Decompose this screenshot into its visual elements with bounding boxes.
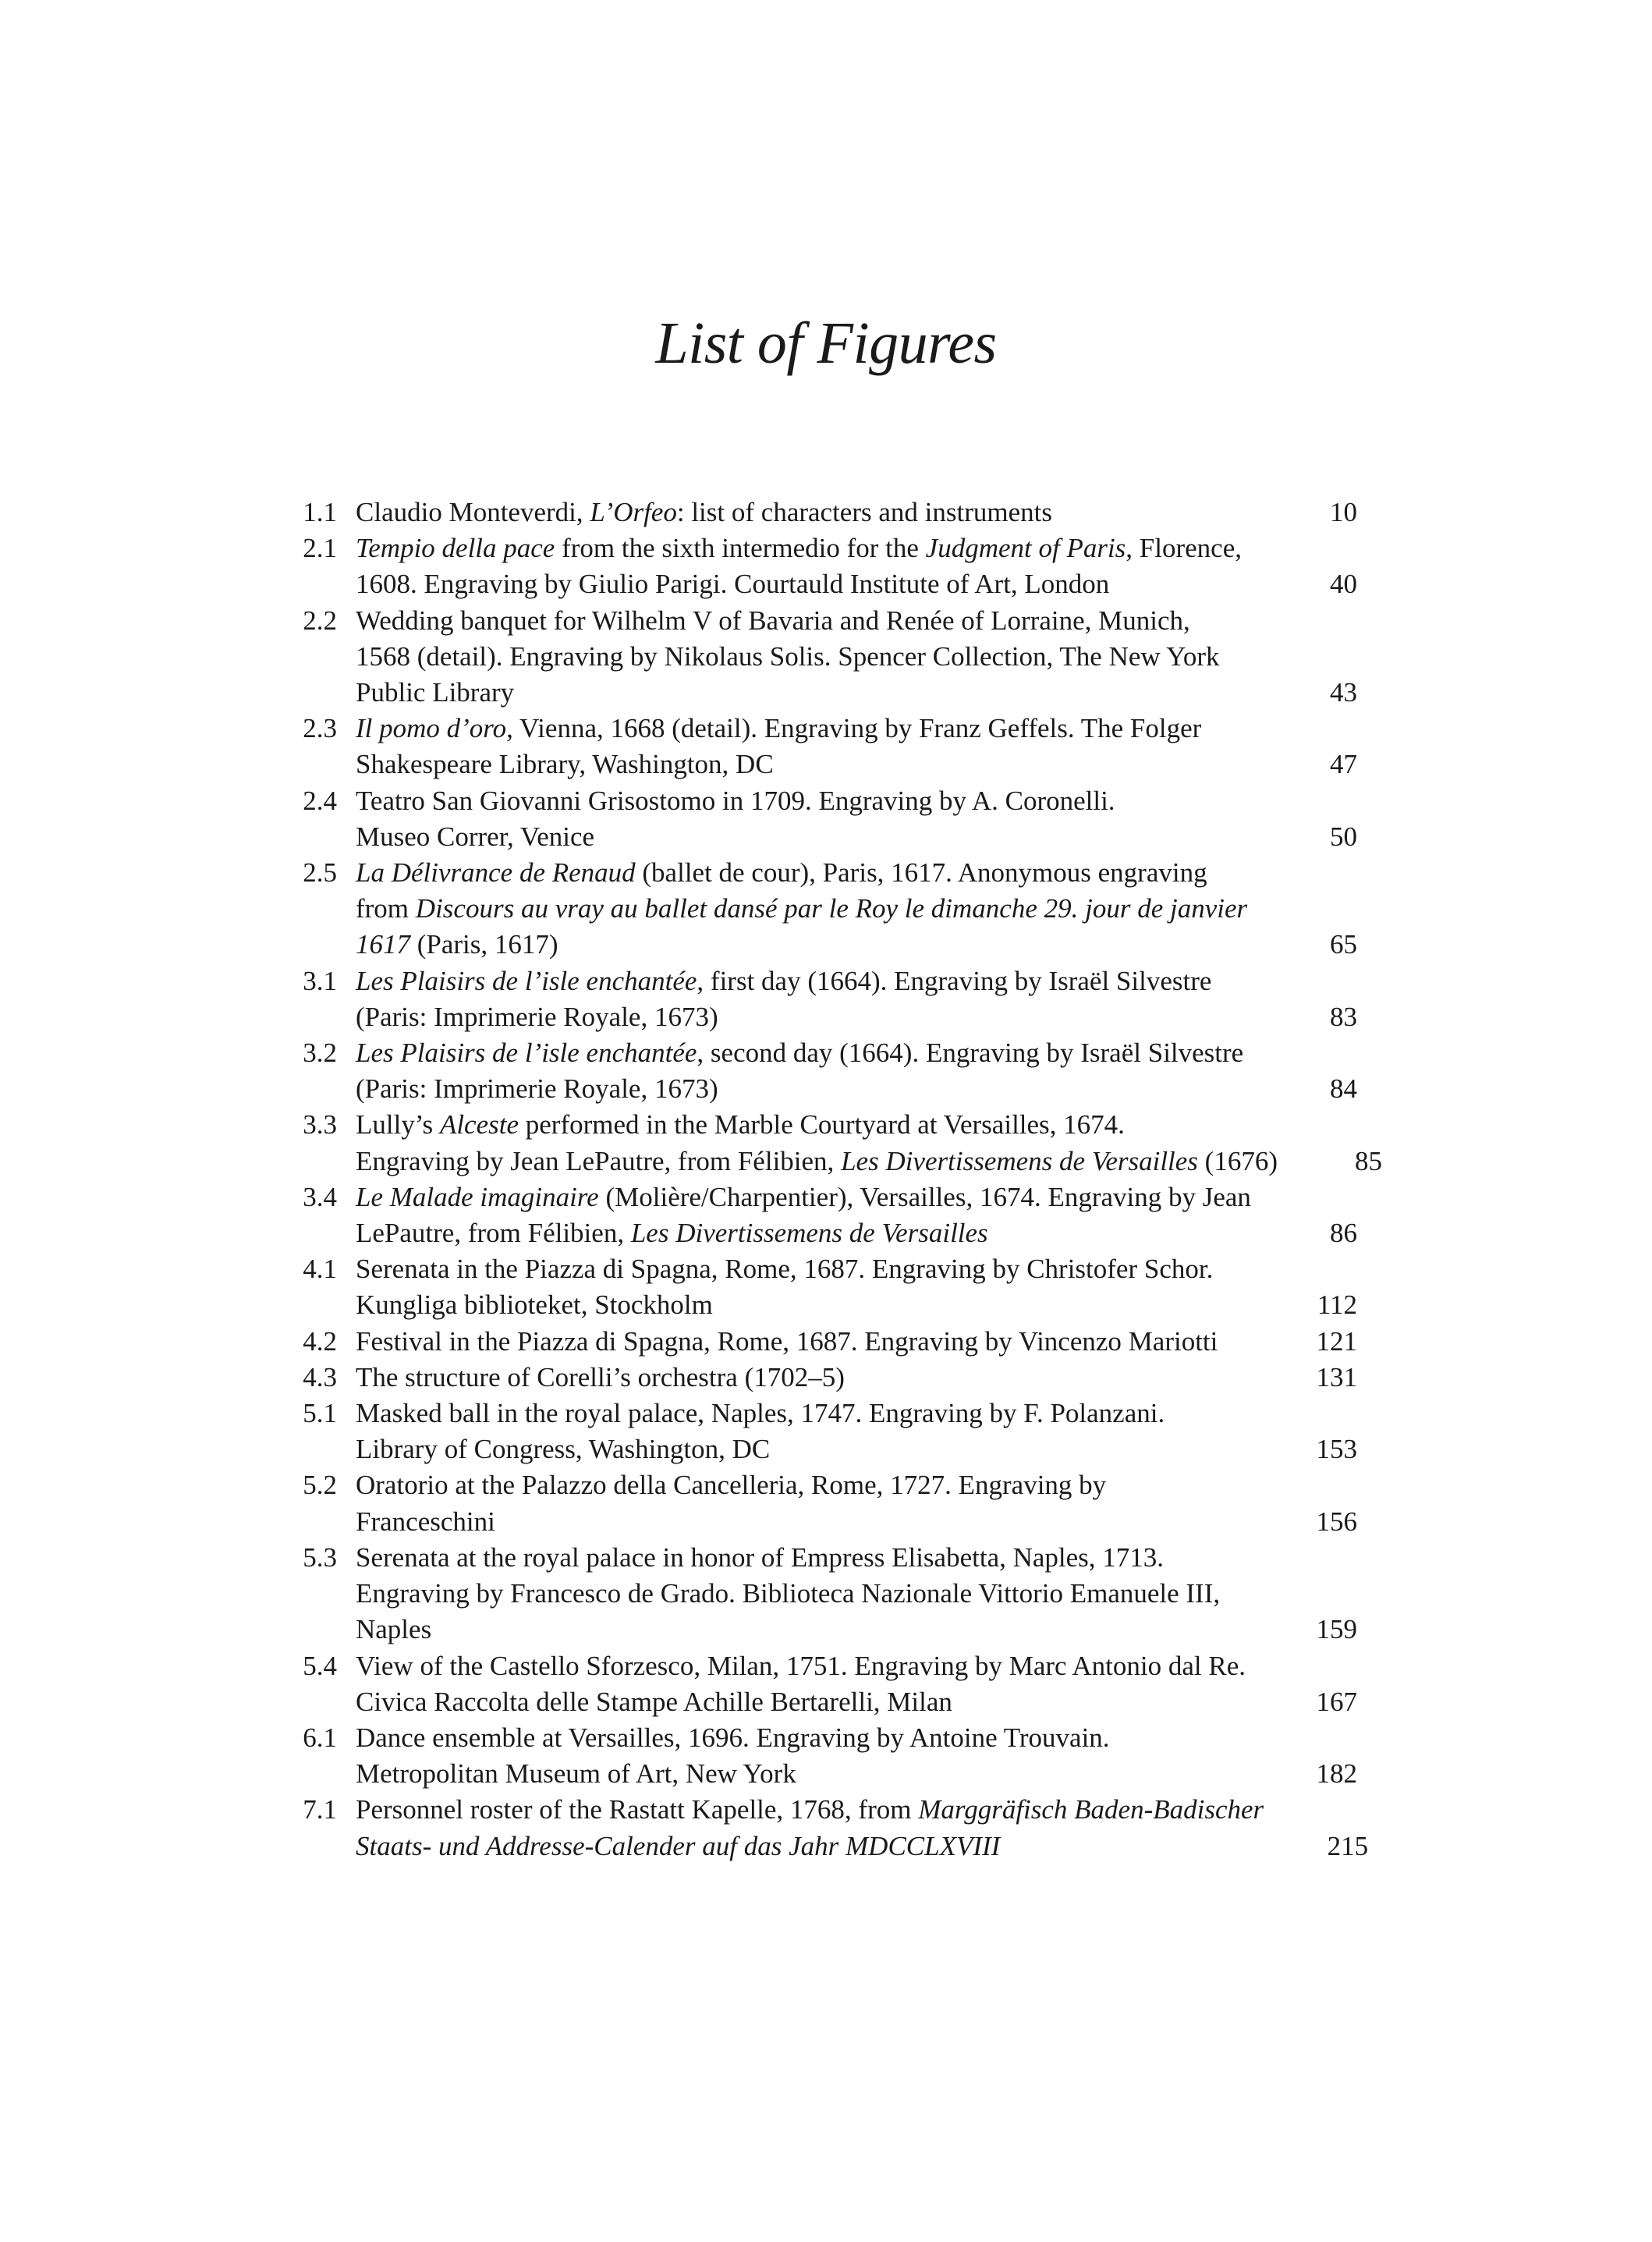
figure-entry xyxy=(281,603,1357,711)
caption-line xyxy=(356,495,1253,530)
caption-line xyxy=(356,1107,1278,1143)
figure-caption xyxy=(356,1107,1278,1179)
caption-text: (Paris: Imprimerie Royale, 1673) xyxy=(356,1073,718,1105)
caption-text: Wedding banquet for Wilhelm V of Bavaria and Renée of Lorraine, Munich, xyxy=(356,605,1190,636)
caption-line xyxy=(356,566,1253,602)
figure-caption xyxy=(356,1540,1253,1648)
figure-number: 1.1 xyxy=(303,497,337,527)
figure-entry xyxy=(281,530,1357,602)
caption-italic-title: Tempio della pace xyxy=(356,533,555,564)
figure-caption xyxy=(356,530,1253,602)
caption-line xyxy=(356,1215,1253,1251)
figure-entry xyxy=(281,1720,1357,1792)
figure-number: 4.2 xyxy=(303,1325,337,1357)
figure-caption xyxy=(356,855,1253,963)
figure-entry xyxy=(281,855,1357,963)
figure-number: 4.3 xyxy=(303,1361,337,1392)
figure-entry xyxy=(281,1648,1357,1720)
caption-line xyxy=(356,783,1253,819)
caption-line xyxy=(356,1467,1253,1503)
page-number: 215 xyxy=(1327,1830,1369,1861)
caption-text: Personnel roster of the Rastatt Kapelle, 1768, from xyxy=(356,1794,919,1825)
page-number: 47 xyxy=(1330,749,1357,780)
caption-italic-title: Il pomo d’oro xyxy=(356,713,507,744)
figure-entry xyxy=(281,1035,1357,1107)
caption-text: The structure of Corelli’s orchestra (1702–5) xyxy=(356,1361,845,1392)
figure-number: 3.2 xyxy=(303,1038,337,1069)
figure-number: 3.3 xyxy=(303,1109,337,1141)
page-number: 84 xyxy=(1330,1073,1357,1105)
figure-caption xyxy=(356,495,1253,530)
caption-text: Civica Raccolta delle Stampe Achille Bertarelli, Milan xyxy=(356,1686,952,1717)
caption-text: , Vienna, 1668 (detail). Engraving by Franz Geffels. The Folger xyxy=(506,713,1202,744)
caption-text: from xyxy=(356,893,416,924)
page-title: List of Figures xyxy=(655,310,997,376)
caption-line xyxy=(356,1756,1253,1792)
caption-line xyxy=(356,1251,1253,1287)
caption-text: Festival in the Piazza di Spagna, Rome, 1687. Engraving by Vincenzo Mariotti xyxy=(356,1325,1218,1357)
page-number: 112 xyxy=(1317,1290,1357,1321)
caption-italic-title: Judgment of Paris xyxy=(925,533,1126,564)
caption-text: Engraving by Jean LePautre, from Félibien, xyxy=(356,1145,842,1176)
figure-number: 2.1 xyxy=(303,533,337,564)
caption-text: Kungliga biblioteket, Stockholm xyxy=(356,1290,713,1321)
figure-entry xyxy=(281,1180,1357,1251)
page-number: 86 xyxy=(1330,1218,1357,1249)
caption-text: (1676) xyxy=(1197,1145,1278,1176)
figure-caption xyxy=(356,1360,1253,1396)
page-number: 153 xyxy=(1316,1434,1357,1465)
caption-line xyxy=(356,1071,1253,1107)
caption-text: from the sixth intermedio for the xyxy=(555,533,926,564)
caption-text: 1608. Engraving by Giulio Parigi. Courtauld Institute of Art, London xyxy=(356,569,1110,600)
caption-text: View of the Castello Sforzesco, Milan, 1751. Engraving by Marc Antonio dal Re. xyxy=(356,1650,1246,1681)
page-number: 50 xyxy=(1330,821,1357,852)
figure-caption xyxy=(356,963,1253,1035)
figure-number: 3.4 xyxy=(303,1181,337,1212)
figure-list xyxy=(281,495,1382,1864)
caption-italic-title: L’Orfeo xyxy=(590,497,677,527)
caption-line xyxy=(356,1035,1253,1071)
figure-caption xyxy=(356,1467,1253,1539)
caption-italic-title: Le Malade imaginaire xyxy=(356,1181,599,1212)
page-number: 83 xyxy=(1330,1001,1357,1032)
caption-line xyxy=(356,675,1253,711)
figure-entry xyxy=(281,963,1357,1035)
page-number: 40 xyxy=(1330,569,1357,600)
caption-italic-title: Marggräfisch Baden-Badischer xyxy=(918,1794,1264,1825)
figure-number: 5.4 xyxy=(303,1650,337,1681)
figure-number: 5.2 xyxy=(303,1470,337,1501)
caption-text: 1568 (detail). Engraving by Nikolaus Solis. Spencer Collection, The New York xyxy=(356,640,1220,672)
caption-text: Library of Congress, Washington, DC xyxy=(356,1434,771,1465)
caption-text: Serenata at the royal palace in honor of Empress Elisabetta, Naples, 1713. xyxy=(356,1541,1165,1573)
caption-text: Oratorio at the Palazzo della Cancelleria, Rome, 1727. Engraving by xyxy=(356,1470,1107,1501)
figure-number: 5.1 xyxy=(303,1398,337,1429)
caption-text: : list of characters and instruments xyxy=(676,497,1052,527)
caption-text: performed in the Marble Courtyard at Versailles, 1674. xyxy=(519,1109,1125,1141)
figure-caption xyxy=(356,1792,1264,1864)
caption-line xyxy=(356,1576,1253,1612)
caption-line xyxy=(356,1540,1253,1576)
caption-text: Shakespeare Library, Washington, DC xyxy=(356,749,774,780)
page-number: 43 xyxy=(1330,677,1357,708)
caption-line xyxy=(356,819,1253,855)
figure-caption xyxy=(356,783,1253,855)
caption-text: , first day (1664). Engraving by Israël Silvestre xyxy=(697,965,1212,996)
caption-italic-title: Les Divertissemens de Versailles xyxy=(841,1145,1198,1176)
caption-line xyxy=(356,999,1253,1035)
figure-entry xyxy=(281,1396,1357,1467)
caption-italic-title: Les Divertissemens de Versailles xyxy=(630,1218,988,1249)
page-number: 121 xyxy=(1316,1325,1357,1357)
figure-caption xyxy=(356,1324,1253,1360)
figure-number: 2.2 xyxy=(303,605,337,636)
caption-line xyxy=(356,1324,1253,1360)
caption-line xyxy=(356,1396,1253,1431)
caption-line xyxy=(356,747,1253,782)
figure-number: 2.4 xyxy=(303,785,337,816)
caption-line xyxy=(356,855,1253,891)
caption-line xyxy=(356,1360,1253,1396)
caption-line xyxy=(356,927,1253,963)
figure-caption xyxy=(356,603,1253,711)
figure-number: 2.5 xyxy=(303,857,337,889)
figure-entry xyxy=(281,1324,1357,1360)
figure-entry xyxy=(281,1107,1382,1179)
caption-line xyxy=(356,530,1253,566)
figure-number: 6.1 xyxy=(303,1722,337,1753)
caption-line xyxy=(356,1829,1264,1864)
figure-caption xyxy=(356,1648,1253,1720)
page-number: 182 xyxy=(1316,1758,1357,1790)
caption-italic-title: Staats- und Addresse-Calender auf das Jahr MDCCLXVIII xyxy=(356,1830,1001,1861)
figure-caption xyxy=(356,1180,1253,1251)
caption-text: (Molière/Charpentier), Versailles, 1674. Engraving by Jean xyxy=(598,1181,1251,1212)
caption-text: Metropolitan Museum of Art, New York xyxy=(356,1758,796,1790)
page-number: 131 xyxy=(1316,1361,1357,1392)
figure-number: 5.3 xyxy=(303,1541,337,1573)
page-number: 65 xyxy=(1330,929,1357,960)
caption-line xyxy=(356,1431,1253,1467)
caption-text: Claudio Monteverdi, xyxy=(356,497,590,527)
caption-line xyxy=(356,891,1253,927)
caption-text: Museo Correr, Venice xyxy=(356,821,595,852)
figure-entry xyxy=(281,711,1357,782)
figure-caption xyxy=(356,1251,1253,1323)
caption-text: LePautre, from Félibien, xyxy=(356,1218,631,1249)
caption-text: Naples xyxy=(356,1614,432,1645)
figure-entry xyxy=(281,783,1357,855)
caption-text: Engraving by Francesco de Grado. Biblioteca Nazionale Vittorio Emanuele III, xyxy=(356,1578,1221,1609)
caption-italic-title: Alceste xyxy=(439,1109,519,1141)
page-number: 85 xyxy=(1354,1145,1382,1176)
caption-text: , second day (1664). Engraving by Israël Silvestre xyxy=(697,1038,1244,1069)
caption-line xyxy=(356,1180,1253,1215)
figure-number: 4.1 xyxy=(303,1254,337,1285)
caption-line xyxy=(356,1612,1253,1648)
caption-italic-title: La Délivrance de Renaud xyxy=(356,857,636,889)
figure-entry xyxy=(281,1792,1369,1864)
caption-italic-title: Les Plaisirs de l’isle enchantée xyxy=(356,965,697,996)
caption-text: Dance ensemble at Versailles, 1696. Engraving by Antoine Trouvain. xyxy=(356,1722,1110,1753)
figure-entry xyxy=(281,1540,1357,1648)
caption-text: , Florence, xyxy=(1126,533,1242,564)
caption-text: Lully’s xyxy=(356,1109,440,1141)
figure-number: 7.1 xyxy=(303,1794,337,1825)
page-number: 156 xyxy=(1316,1506,1357,1537)
caption-text: Franceschini xyxy=(356,1506,495,1537)
caption-italic-title: Discours au vray au ballet dansé par le Roy le dimanche 29. jour de janvier xyxy=(415,893,1248,924)
page-number: 10 xyxy=(1330,497,1357,527)
caption-text: Masked ball in the royal palace, Naples, 1747. Engraving by F. Polanzani. xyxy=(356,1398,1165,1429)
caption-line xyxy=(356,1684,1253,1720)
caption-italic-title: Les Plaisirs de l’isle enchantée xyxy=(356,1038,697,1069)
figure-number: 2.3 xyxy=(303,713,337,744)
caption-line xyxy=(356,1287,1253,1323)
figure-entry xyxy=(281,495,1357,530)
caption-italic-title: 1617 xyxy=(356,929,410,960)
caption-line xyxy=(356,639,1253,675)
caption-text: Public Library xyxy=(356,677,515,708)
caption-text: (Paris, 1617) xyxy=(410,929,558,960)
caption-text: (ballet de cour), Paris, 1617. Anonymous engraving xyxy=(635,857,1207,889)
figure-entry xyxy=(281,1251,1357,1323)
caption-line xyxy=(356,1144,1278,1180)
figure-caption xyxy=(356,1396,1253,1467)
caption-text: (Paris: Imprimerie Royale, 1673) xyxy=(356,1001,718,1032)
caption-text: Serenata in the Piazza di Spagna, Rome, 1687. Engraving by Christofer Schor. xyxy=(356,1254,1214,1285)
figure-entry xyxy=(281,1467,1357,1539)
caption-line xyxy=(356,1720,1253,1756)
caption-line xyxy=(356,1648,1253,1684)
caption-line xyxy=(356,603,1253,639)
page-number: 167 xyxy=(1316,1686,1357,1717)
caption-line xyxy=(356,711,1253,747)
figure-caption xyxy=(356,1035,1253,1107)
figure-caption xyxy=(356,711,1253,782)
page-number: 159 xyxy=(1316,1614,1357,1645)
caption-line xyxy=(356,963,1253,999)
figure-caption xyxy=(356,1720,1253,1792)
caption-line xyxy=(356,1504,1253,1540)
caption-text: Teatro San Giovanni Grisostomo in 1709. Engraving by A. Coronelli. xyxy=(356,785,1115,816)
figure-number: 3.1 xyxy=(303,965,337,996)
caption-line xyxy=(356,1792,1264,1828)
figure-entry xyxy=(281,1360,1357,1396)
